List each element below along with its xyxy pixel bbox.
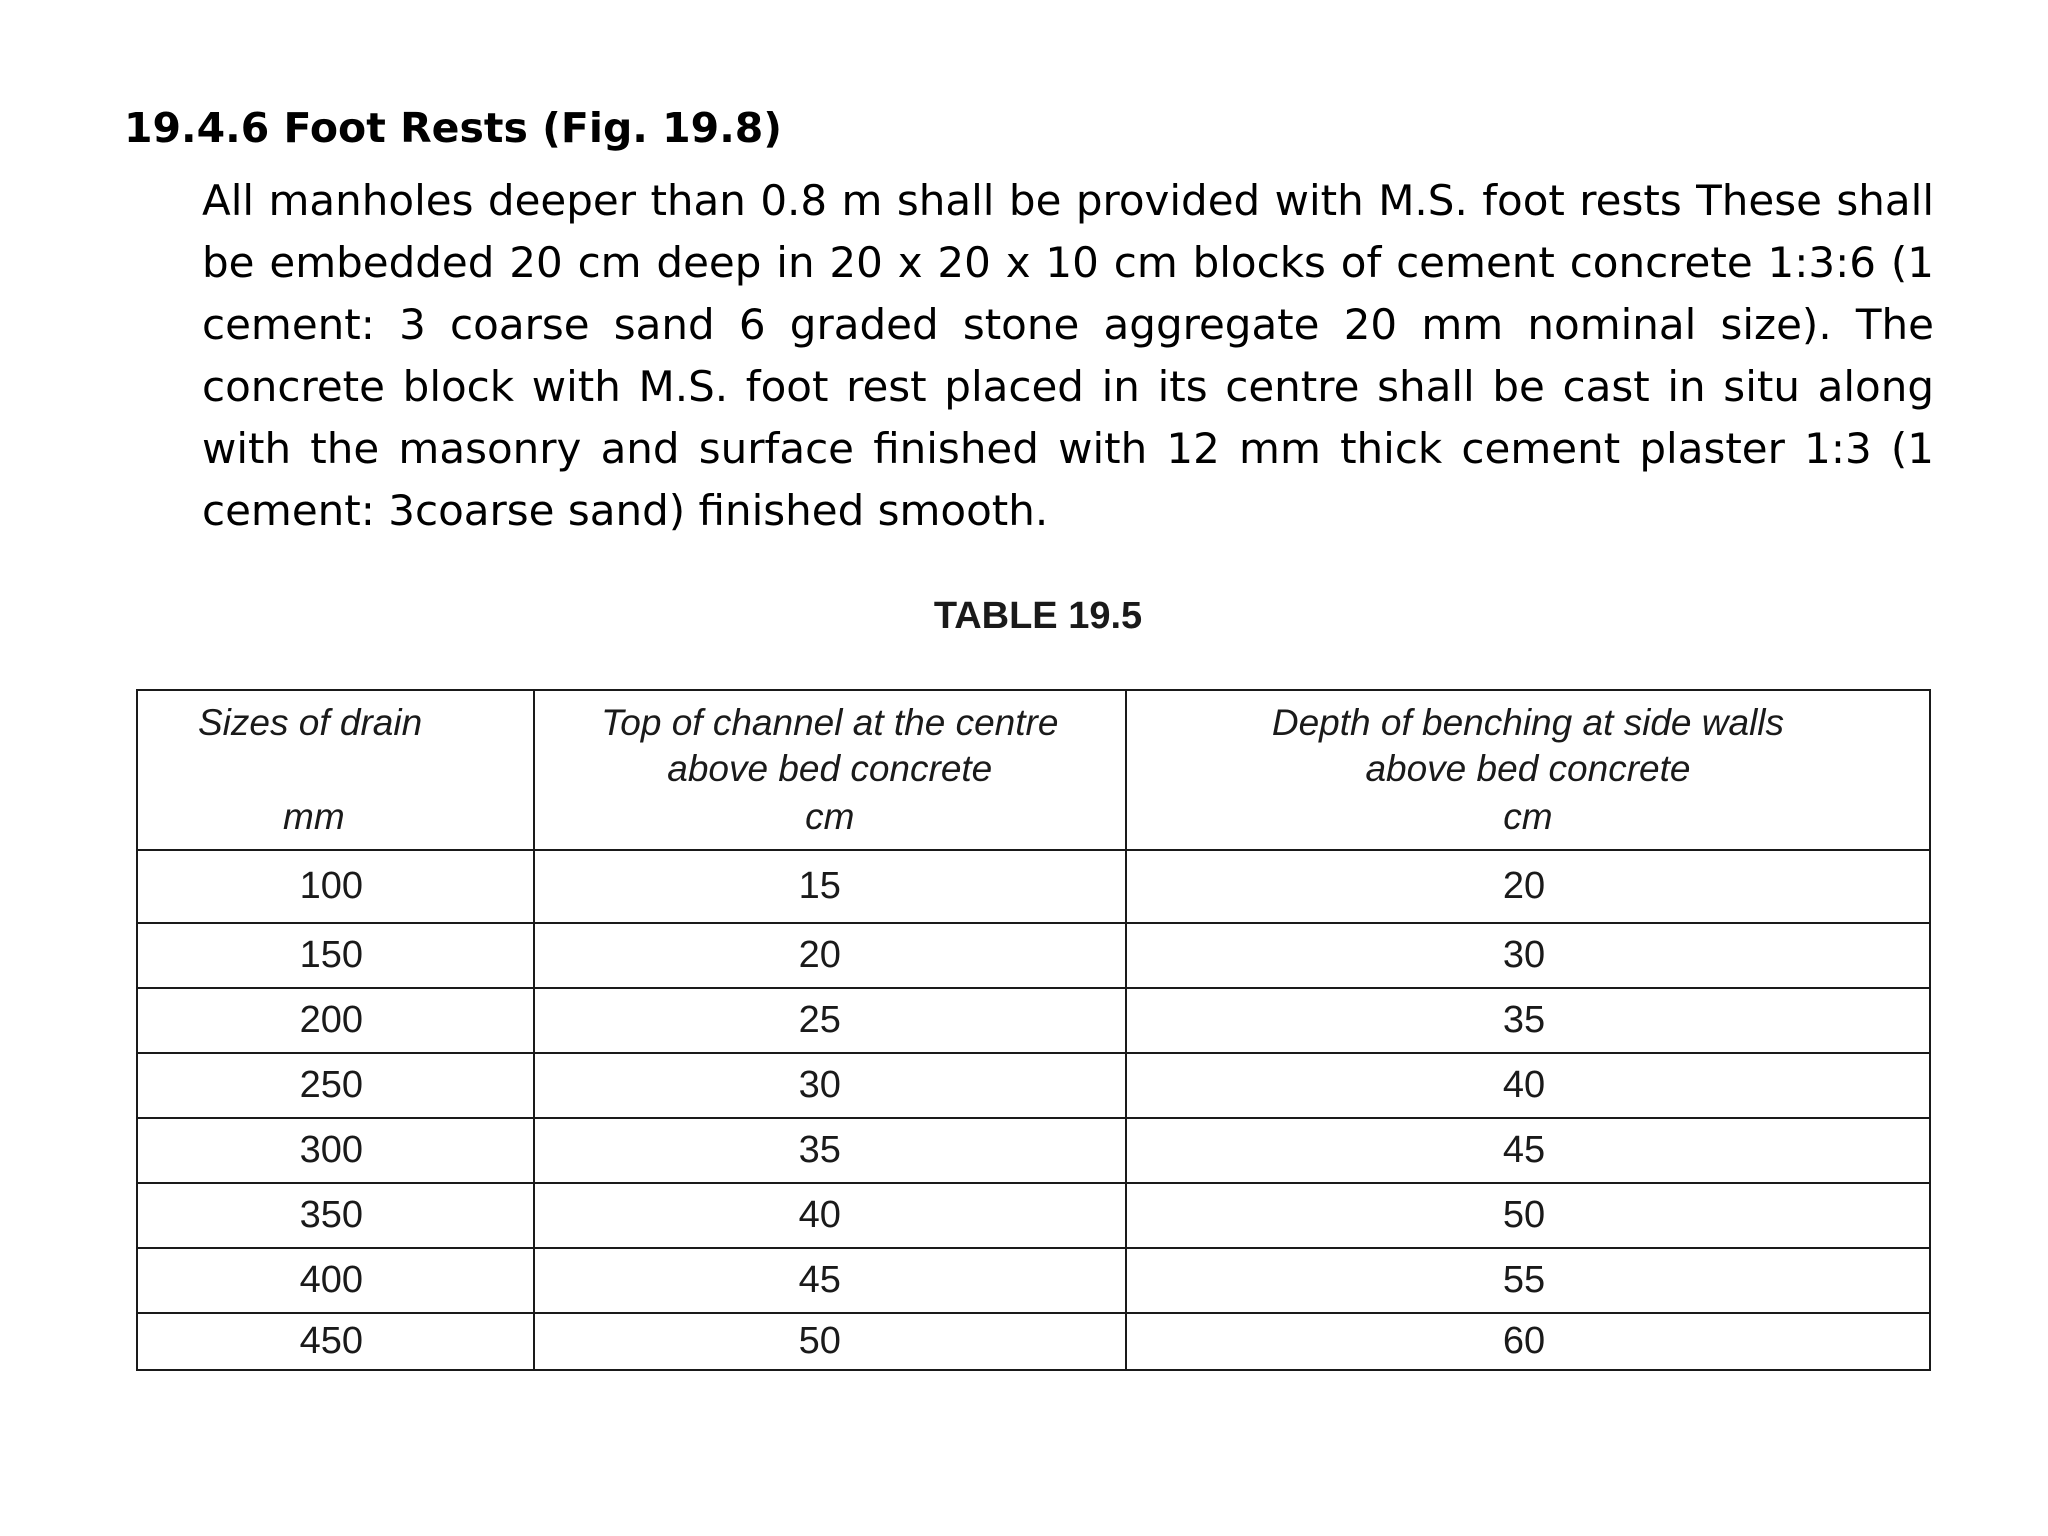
header-label: Depth of benching at side walls bbox=[1271, 702, 1785, 743]
table-caption: TABLE 19.5 bbox=[933, 595, 1143, 637]
table-row bbox=[137, 850, 1930, 923]
cell-benching-depth: 45 bbox=[1126, 1118, 1930, 1183]
cell-benching-depth: 55 bbox=[1126, 1248, 1930, 1313]
data-table bbox=[136, 689, 1931, 1371]
cell-channel-top: 25 bbox=[534, 988, 1126, 1053]
header-unit: cm bbox=[1503, 796, 1553, 837]
cell-drain-size: 300 bbox=[137, 1118, 534, 1183]
cell-benching-depth: 35 bbox=[1126, 988, 1930, 1053]
cell-drain-size: 150 bbox=[137, 923, 534, 988]
table-row bbox=[137, 1248, 1930, 1313]
cell-channel-top: 15 bbox=[534, 850, 1126, 923]
cell-channel-top: 40 bbox=[534, 1183, 1126, 1248]
body-paragraph: All manholes deeper than 0.8 m shall be provided with M.S. foot rests These shall be embedded 20 cm deep in 20 x 20 x 10 cm blocks of cement concrete 1:3:6 (1 cement: 3 coarse sand 6 graded stone aggregate 20 mm nominal size). The concrete block with M.S. foot rest placed in its centre shall be cast in situ along with the masonry and surface finished with 12 mm thick cement plaster 1:3 (1 cement: 3coarse sand) finished smooth. bbox=[202, 176, 1934, 535]
header-cell-size bbox=[137, 690, 534, 850]
cell-benching-depth: 30 bbox=[1126, 923, 1930, 988]
cell-channel-top: 50 bbox=[534, 1313, 1126, 1370]
header-label-line2: above bed concrete bbox=[667, 748, 993, 789]
cell-drain-size: 200 bbox=[137, 988, 534, 1053]
cell-channel-top: 30 bbox=[534, 1053, 1126, 1118]
cell-drain-size: 450 bbox=[137, 1313, 534, 1370]
header-label-line2: above bed concrete bbox=[1365, 748, 1691, 789]
header-cell-channel-top bbox=[534, 690, 1126, 850]
cell-drain-size: 100 bbox=[137, 850, 534, 923]
table-row bbox=[137, 1313, 1930, 1370]
cell-benching-depth: 60 bbox=[1126, 1313, 1930, 1370]
table-row bbox=[137, 988, 1930, 1053]
header-label: Sizes of drain bbox=[198, 702, 423, 743]
cell-drain-size: 350 bbox=[137, 1183, 534, 1248]
section-heading: 19.4.6 Foot Rests (Fig. 19.8) bbox=[124, 104, 783, 152]
table-row bbox=[137, 1053, 1930, 1118]
header-unit: mm bbox=[283, 796, 345, 837]
table-row bbox=[137, 1183, 1930, 1248]
table-row bbox=[137, 923, 1930, 988]
cell-drain-size: 250 bbox=[137, 1053, 534, 1118]
cell-drain-size: 400 bbox=[137, 1248, 534, 1313]
cell-benching-depth: 40 bbox=[1126, 1053, 1930, 1118]
cell-channel-top: 20 bbox=[534, 923, 1126, 988]
cell-benching-depth: 50 bbox=[1126, 1183, 1930, 1248]
cell-benching-depth: 20 bbox=[1126, 850, 1930, 923]
cell-channel-top: 35 bbox=[534, 1118, 1126, 1183]
table-header-row bbox=[137, 690, 1930, 850]
header-unit: cm bbox=[805, 796, 855, 837]
cell-channel-top: 45 bbox=[534, 1248, 1126, 1313]
table-row bbox=[137, 1118, 1930, 1183]
header-label: Top of channel at the centre bbox=[601, 702, 1059, 743]
header-cell-benching-depth bbox=[1126, 690, 1930, 850]
